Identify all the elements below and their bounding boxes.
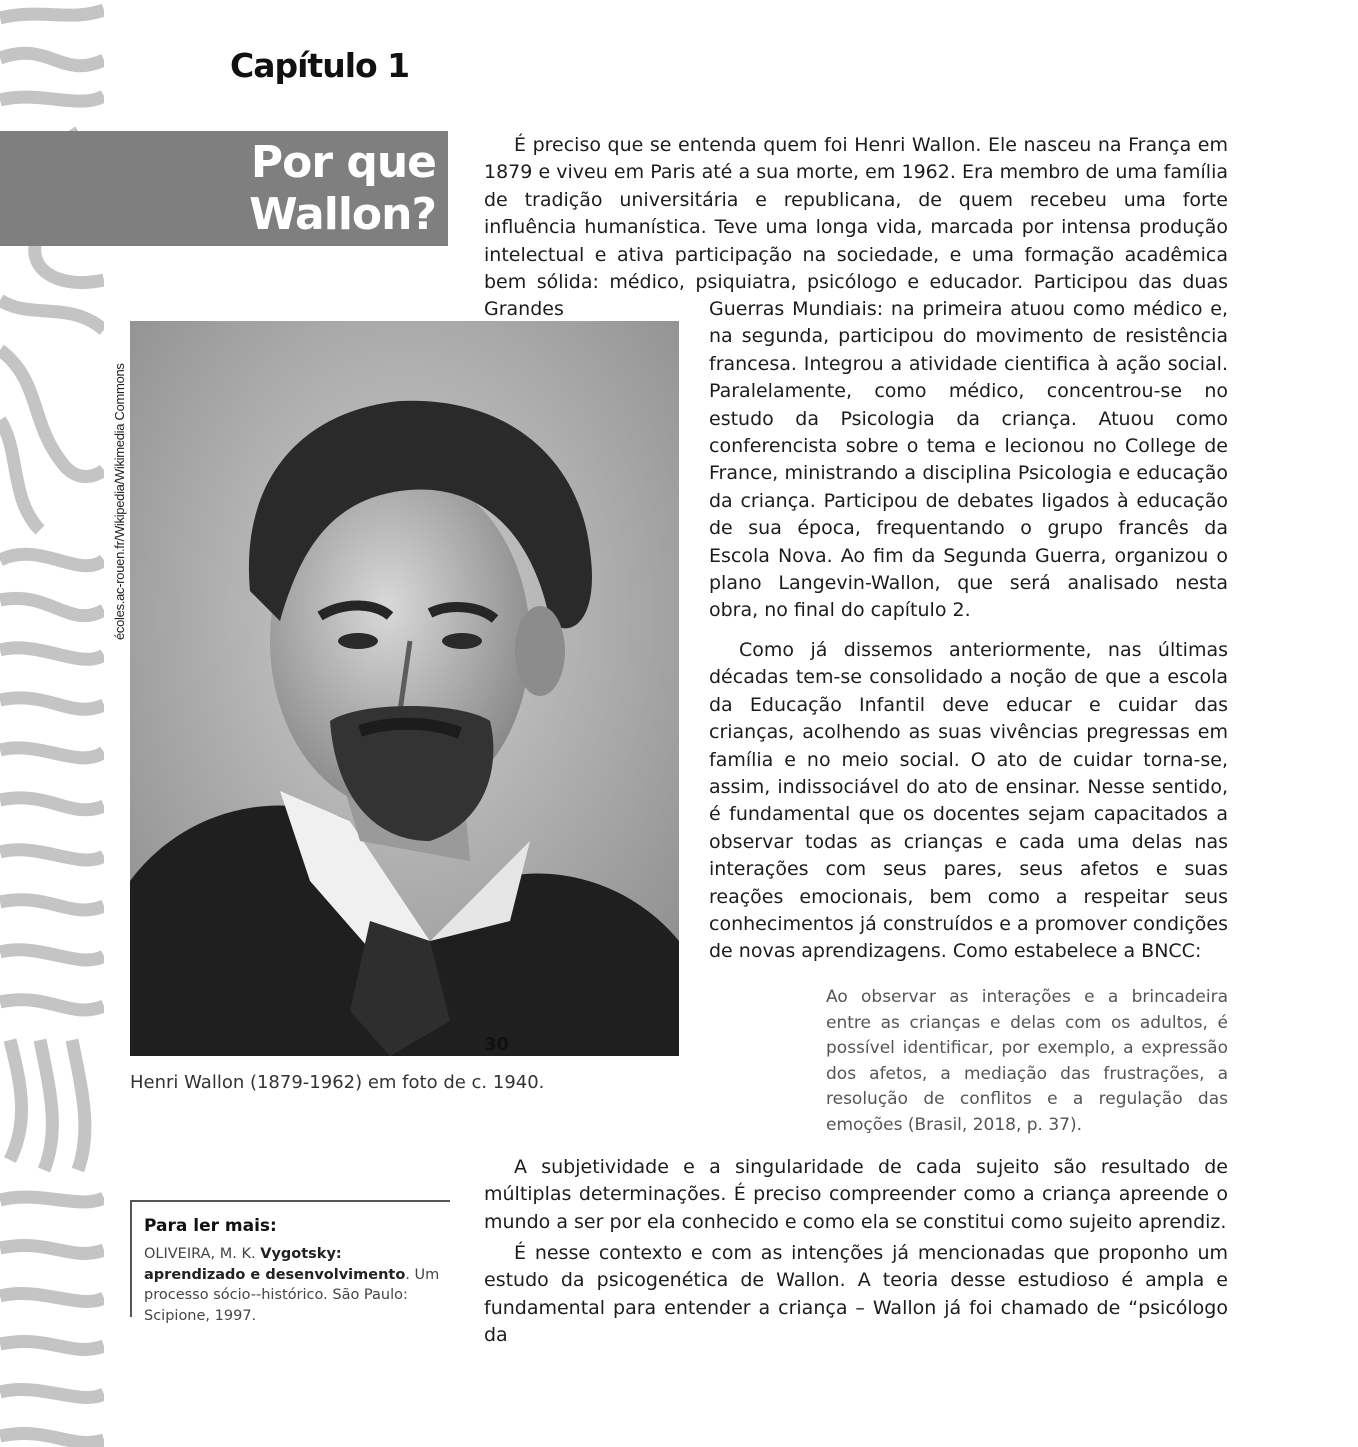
paragraph-context: É nesse contexto e com as intenções já mencionadas que proponho um estudo da psicogenética de Wallon. A teoria desse estudioso é ampla e fundamental para entender a criança – Wallon já foi chamado de “psicólogo da bbox=[484, 1242, 1228, 1347]
reference-details: . Um processo sócio--histórico. São Paulo: Scipione, 1997. bbox=[144, 1266, 440, 1324]
paragraph-education: Como já dissemos anteriormente, nas últimas décadas tem-se consolidado a noção de que a escola da Educação Infantil deve educar e cuidar das crianças, acolhendo as suas vivências pregressas em família e no meio social. O ato de cuidar torna-se, assim, indissociável do ato de ensinar. Nesse sentido, é fundamental que os docentes sejam capacitados a observar todas as crianças e cada uma delas nas interações com seus pares, seus afetos e suas reações emocionais, bem como a respeitar seus conhecimentos já construídos e a promover condições de novas aprendizagens. Como estabelece a BNCC: bbox=[709, 639, 1228, 963]
further-reading-reference bbox=[144, 1244, 444, 1326]
portrait-illustration bbox=[130, 321, 679, 1056]
reference-title: Vygotsky: aprendizado e desenvolvimento bbox=[144, 1246, 406, 1283]
paragraph-subjectivity: A subjetividade e a singularidade de cada sujeito são resultado de múltiplas determinações. É preciso compreender como a criança apreende o mundo a ser por ela conhecido e como ela se constitui como sujeito aprendiz. bbox=[484, 1156, 1228, 1233]
chapter-heading: Capítulo 1 bbox=[230, 46, 410, 85]
further-reading-heading: Para ler mais: bbox=[144, 1216, 277, 1236]
title-band bbox=[0, 131, 448, 246]
title-line-2: Wallon? bbox=[249, 189, 436, 240]
further-reading-box bbox=[130, 1200, 450, 1324]
page-title bbox=[249, 137, 436, 241]
paragraph-intro: É preciso que se entenda quem foi Henri Wallon. Ele nasceu na França em 1879 e viveu em Paris até a sua morte, em 1962. Era membro de uma família de tradição universitária e republicana, de quem recebeu uma forte influência humanística. Teve uma longa vida, marcada por intensa produção intelectual e ativa participação na sociedade, e uma formação acadêmica bem sólida: médico, psiquiatra, psicólogo e educador. Participou das duas Grandes bbox=[484, 134, 1228, 321]
photo-caption: Henri Wallon (1879-1962) em foto de c. 1940. bbox=[130, 1072, 545, 1093]
page-number: 30 bbox=[484, 1034, 510, 1055]
portrait-photo bbox=[130, 321, 679, 1056]
paragraph-intro-continued: Guerras Mundiais: na primeira atuou como médico e, na segunda, participou do movimento de resistência francesa. Integrou a atividade cientifica à ação social. Paralelamente, como médico, concentrou-se no estudo da Psicologia da criança. Atuou como conferencista sobre o tema e lecionou no College de France, ministrando a disciplina Psicologia e educação da criança. Participou de debates ligados à educação de sua época, frequentando o grupo francês da Escola Nova. Ao fim da Segunda Guerra, organizou o plano Langevin-Wallon, que será analisado nesta obra, no final do capítulo 2. bbox=[709, 298, 1228, 622]
bncc-quote: Ao observar as interações e a brincadeira entre as crianças e delas com os adultos, é possível identificar, por exemplo, a expressão dos afetos, a mediação das frustrações, a resolução de conflitos e a regulação das emoções (Brasil, 2018, p. 37). bbox=[826, 987, 1228, 1135]
title-line-1: Por que bbox=[250, 137, 436, 188]
photo-credit: écoles.ac-rouen.fr/Wikipedia/Wikimedia Commons bbox=[112, 363, 127, 640]
reference-author: OLIVEIRA, M. K. bbox=[144, 1246, 261, 1262]
